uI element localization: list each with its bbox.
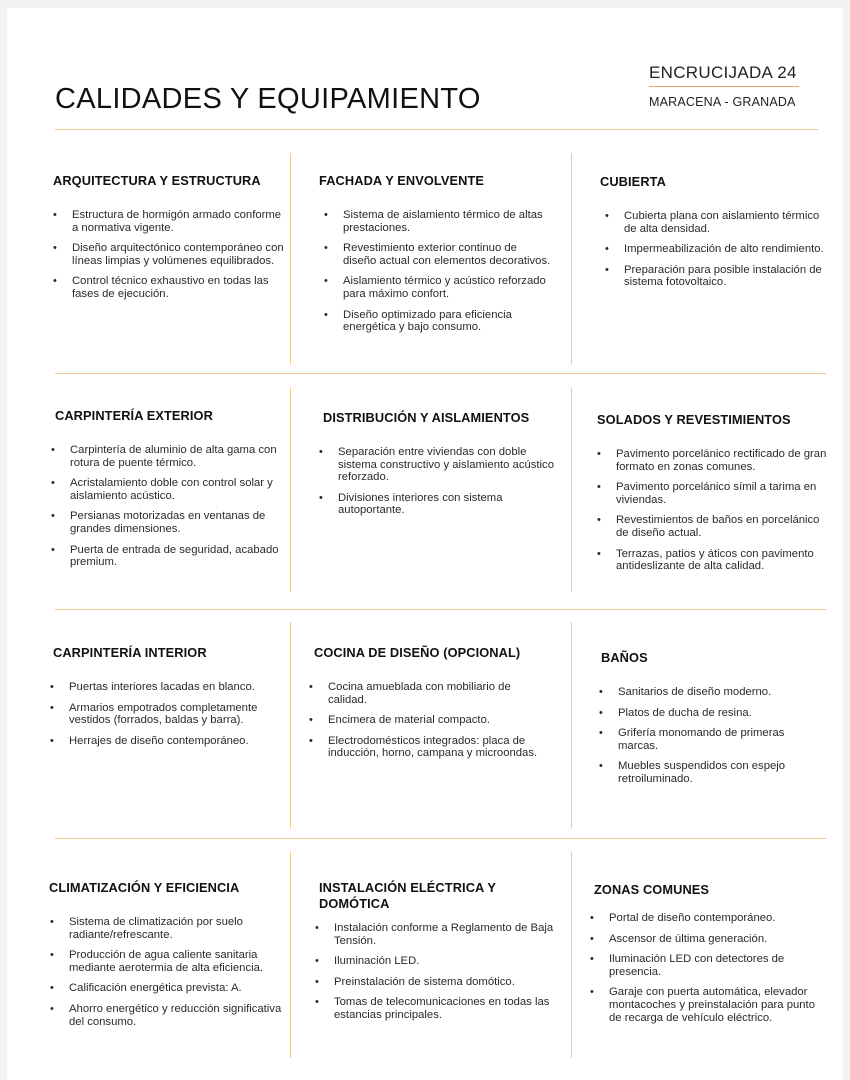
section-list: [597, 448, 827, 573]
section-zonas-comunes: [594, 882, 830, 1032]
section-banos: [601, 650, 816, 794]
section-title: ZONAS COMUNES: [594, 882, 710, 897]
column-divider: [571, 388, 572, 592]
section-carpinteria-interior: [53, 645, 288, 755]
list-item: • Carpintería de aluminio de alta gama con rotura de puente térmico.: [70, 444, 280, 469]
section-cocina: [314, 645, 549, 768]
column-divider: [571, 852, 572, 1058]
section-list: [53, 209, 285, 301]
column-divider: [290, 153, 291, 364]
project-divider: [649, 86, 799, 87]
section-list: [53, 681, 288, 747]
section-list: [55, 444, 280, 569]
list-item: • Cocina amueblada con mobiliario de calidad.: [328, 681, 549, 706]
section-solados: [597, 412, 827, 581]
section-title: CLIMATIZACIÓN Y EFICIENCIA: [49, 880, 240, 895]
list-item: • Diseño arquitectónico contemporáneo con líneas limpias y volúmenes equilibrados.: [72, 242, 285, 267]
list-item: • Pavimento porcelánico rectificado de gran formato en zonas comunes.: [616, 448, 827, 473]
section-list: [319, 209, 551, 334]
section-distribucion: [323, 410, 558, 525]
section-cubierta: [600, 174, 830, 297]
section-list: [601, 686, 816, 786]
section-title: DISTRIBUCIÓN Y AISLAMIENTOS: [323, 410, 530, 425]
column-divider: [290, 852, 291, 1058]
section-list: [319, 922, 559, 1022]
list-item: • Producción de agua caliente sanitaria mediante aerotermia de alta eficiencia.: [69, 949, 284, 974]
section-title: CARPINTERÍA INTERIOR: [53, 645, 207, 660]
row-divider: [55, 609, 826, 610]
section-title: ARQUITECTURA Y ESTRUCTURA: [53, 173, 261, 188]
list-item: • Preparación para posible instalación de sistema fotovoltaico.: [624, 264, 830, 289]
list-item: • Cubierta plana con aislamiento térmico de alta densidad.: [624, 210, 830, 235]
list-item: • Ascensor de última generación.: [609, 933, 830, 946]
row-divider: [55, 838, 826, 839]
list-item: • Persianas motorizadas en ventanas de grandes dimensiones.: [70, 510, 280, 535]
list-item: • Aislamiento térmico y acústico reforzado para máximo confort.: [343, 275, 551, 300]
list-item: • Diseño optimizado para eficiencia energética y bajo consumo.: [343, 309, 551, 334]
column-divider: [571, 622, 572, 828]
list-item: • Estructura de hormigón armado conforme a normativa vigente.: [72, 209, 285, 234]
section-arquitectura: [53, 173, 285, 309]
list-item: • Armarios empotrados completamente vestidos (forrados, baldas y barra).: [69, 702, 288, 727]
list-item: • Sistema de climatización por suelo radiante/refrescante.: [69, 916, 284, 941]
section-title: CARPINTERÍA EXTERIOR: [55, 408, 213, 423]
page-title: CALIDADES Y EQUIPAMIENTO: [55, 83, 481, 116]
list-item: • Ahorro energético y reducción significativa del consumo.: [69, 1003, 284, 1028]
list-item: • Divisiones interiores con sistema autoportante.: [338, 492, 558, 517]
list-item: • Separación entre viviendas con doble sistema constructivo y aislamiento acústico reforzado.: [338, 446, 558, 484]
column-divider: [290, 388, 291, 592]
list-item: • Revestimiento exterior continuo de diseño actual con elementos decorativos.: [343, 242, 551, 267]
list-item: • Iluminación LED con detectores de presencia.: [609, 953, 830, 978]
list-item: • Revestimientos de baños en porcelánico de diseño actual.: [616, 514, 827, 539]
column-divider: [290, 622, 291, 828]
section-list: [323, 446, 558, 517]
column-divider: [571, 153, 572, 364]
list-item: • Herrajes de diseño contemporáneo.: [69, 735, 288, 748]
section-title: FACHADA Y ENVOLVENTE: [319, 173, 485, 188]
list-item: • Electrodomésticos integrados: placa de inducción, horno, campana y microondas.: [328, 735, 549, 760]
list-item: • Calificación energética prevista: A.: [69, 982, 284, 995]
list-item: • Pavimento porcelánico símil a tarima en viviendas.: [616, 481, 827, 506]
section-list: [314, 681, 549, 760]
list-item: • Instalación conforme a Reglamento de Baja Tensión.: [334, 922, 559, 947]
section-climatizacion: [49, 880, 284, 1036]
section-fachada: [319, 173, 551, 342]
list-item: • Acristalamiento doble con control solar y aislamiento acústico.: [70, 477, 280, 502]
section-title: COCINA DE DISEÑO (OPCIONAL): [314, 645, 521, 660]
list-item: • Puertas interiores lacadas en blanco.: [69, 681, 288, 694]
list-item: • Iluminación LED.: [334, 955, 559, 968]
section-title: INSTALACIÓN ELÉCTRICA Y DOMÓTICA: [319, 880, 496, 911]
list-item: • Garaje con puerta automática, elevador montacoches y preinstalación para punto de recarga de vehículo eléctrico.: [609, 986, 830, 1024]
row-divider: [55, 373, 826, 374]
list-item: • Grifería monomando de primeras marcas.: [618, 727, 816, 752]
section-list: [600, 210, 830, 289]
header-divider: [55, 129, 818, 130]
list-item: • Muebles suspendidos con espejo retroiluminado.: [618, 760, 816, 785]
section-electrica: [319, 880, 559, 1030]
list-item: • Portal de diseño contemporáneo.: [609, 912, 830, 925]
section-title: CUBIERTA: [600, 174, 666, 189]
list-item: • Puerta de entrada de seguridad, acabado premium.: [70, 544, 280, 569]
section-title: SOLADOS Y REVESTIMIENTOS: [597, 412, 791, 427]
list-item: • Platos de ducha de resina.: [618, 707, 816, 720]
list-item: • Terrazas, patios y áticos con pavimento antideslizante de alta calidad.: [616, 548, 827, 573]
list-item: • Preinstalación de sistema domótico.: [334, 976, 559, 989]
list-item: • Sistema de aislamiento térmico de altas prestaciones.: [343, 209, 551, 234]
section-carpinteria-exterior: [55, 408, 280, 577]
list-item: • Encimera de material compacto.: [328, 714, 549, 727]
section-title: BAÑOS: [601, 650, 648, 665]
project-location: MARACENA - GRANADA: [649, 95, 796, 109]
list-item: • Control técnico exhaustivo en todas las fases de ejecución.: [72, 275, 285, 300]
project-name: ENCRUCIJADA 24: [649, 63, 797, 82]
list-item: • Sanitarios de diseño moderno.: [618, 686, 816, 699]
list-item: • Tomas de telecomunicaciones en todas las estancias principales.: [334, 996, 559, 1021]
section-list: [594, 912, 830, 1024]
list-item: • Impermeabilización de alto rendimiento.: [624, 243, 830, 256]
section-list: [49, 916, 284, 1028]
